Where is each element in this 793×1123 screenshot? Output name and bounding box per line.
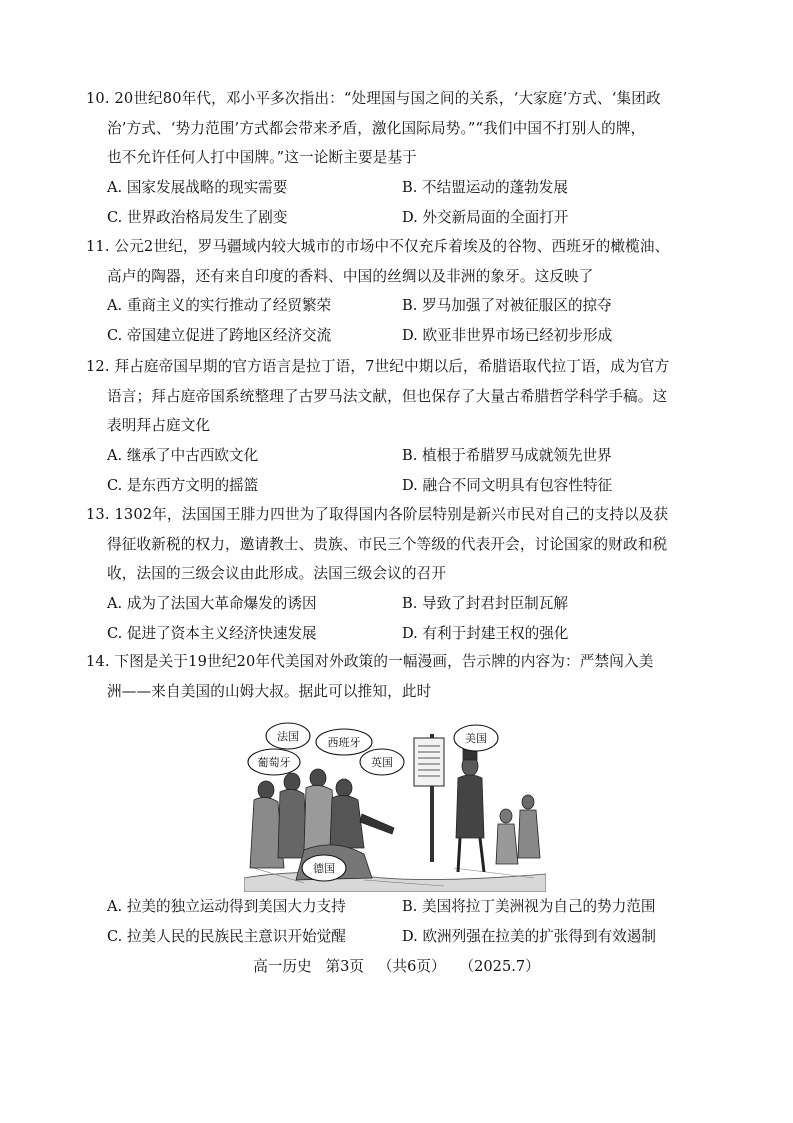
option-row bbox=[86, 203, 706, 233]
option-b[interactable]: B. 美国将拉丁美洲视为自己的势力范围 bbox=[402, 898, 656, 915]
option-c[interactable]: C. 帝国建立促进了跨地区经济交流 bbox=[107, 327, 332, 344]
footer-subject: 高一历史 bbox=[253, 958, 312, 975]
figure-body bbox=[278, 789, 308, 858]
question-stem-line: 10. 20世纪80年代，邓小平多次指出：“处理国与国之间的关系，‘大家庭’方式、‘集团政 bbox=[86, 90, 661, 107]
option-row bbox=[86, 173, 706, 203]
option-b[interactable]: B. 植根于希腊罗马成就领先世界 bbox=[402, 446, 612, 464]
label-britain: 英国 bbox=[371, 756, 393, 769]
option-c[interactable]: C. 拉美人民的民族民主意识开始觉醒 bbox=[107, 928, 346, 945]
question-stem-line: 得征收新税的权力，邀请教士、贵族、市民三个等级的代表开会，讨论国家的财政和税 bbox=[107, 535, 668, 553]
option-row bbox=[86, 619, 706, 649]
option-row bbox=[86, 441, 706, 471]
monroe-doctrine-cartoon bbox=[244, 718, 546, 892]
question-13 bbox=[86, 500, 706, 649]
option-b[interactable]: B. 不结盟运动的蓬勃发展 bbox=[402, 178, 568, 196]
figure-body bbox=[518, 810, 540, 858]
figure-head bbox=[336, 779, 352, 797]
option-row bbox=[86, 471, 706, 501]
footer-date: （2025.7） bbox=[459, 958, 540, 975]
question-stem-line: 12. 拜占庭帝国早期的官方语言是拉丁语，7世纪中期以后，希腊语取代拉丁语，成为官方 bbox=[86, 358, 670, 375]
question-11 bbox=[86, 232, 706, 351]
option-a[interactable]: A. 重商主义的实行推动了经贸繁荣 bbox=[107, 297, 332, 314]
question-stem-line: 洲——来自美国的山姆大叔。据此可以推知，此时 bbox=[107, 682, 432, 700]
figure-body bbox=[330, 795, 364, 848]
option-row bbox=[86, 589, 706, 619]
option-c[interactable]: C. 是东西方文明的摇篮 bbox=[107, 476, 259, 494]
label-germany: 德国 bbox=[313, 862, 335, 875]
question-stem-line: 13. 1302年，法国国王腓力四世为了取得国内各阶层特别是新兴市民对自己的支持以及获 bbox=[86, 506, 669, 523]
pointing-arm bbox=[360, 814, 394, 834]
figure-head bbox=[284, 773, 300, 791]
option-d[interactable]: D. 欧洲列强在拉美的扩张得到有效遏制 bbox=[402, 928, 656, 945]
option-a[interactable]: A. 拉美的独立运动得到美国大力支持 bbox=[107, 898, 346, 915]
uncle-sam-body bbox=[456, 775, 484, 838]
option-a[interactable]: A. 成为了法国大革命爆发的诱因 bbox=[107, 594, 317, 612]
question-stem-line: 高卢的陶器，还有来自印度的香料、中国的丝绸以及非洲的象牙。这反映了 bbox=[107, 267, 594, 285]
question-stem-line: 11. 公元2世纪，罗马疆域内较大城市的市场中不仅充斥着埃及的谷物、西班牙的橄榄油、 bbox=[86, 238, 670, 255]
option-row bbox=[86, 922, 706, 952]
signpost-board bbox=[414, 738, 444, 786]
question-stem-line: 收，法国的三级会议由此形成。法国三级会议的召开 bbox=[107, 565, 447, 582]
american-figures bbox=[456, 748, 540, 872]
question-stem-line: 也不允许任何人打中国牌。”这一论断主要是基于 bbox=[107, 149, 417, 166]
label-portugal: 葡萄牙 bbox=[257, 756, 291, 769]
option-c[interactable]: C. 促进了资本主义经济快速发展 bbox=[107, 624, 317, 642]
option-b[interactable]: B. 导致了封君封臣制瓦解 bbox=[402, 594, 568, 612]
option-row bbox=[86, 892, 706, 922]
figure-body bbox=[496, 824, 518, 864]
label-france: 法国 bbox=[277, 730, 299, 743]
figure-head bbox=[522, 795, 534, 809]
question-10 bbox=[86, 84, 706, 233]
question-stem-line: 治’方式、‘势力范围’方式都会带来矛盾，激化国际局势。”“我们中国不打别人的牌， bbox=[107, 119, 646, 137]
option-d[interactable]: D. 融合不同文明具有包容性特征 bbox=[402, 476, 613, 494]
figure-head bbox=[310, 769, 326, 787]
option-d[interactable]: D. 有利于封建王权的强化 bbox=[402, 624, 569, 642]
option-a[interactable]: A. 国家发展战略的现实需要 bbox=[107, 178, 288, 196]
signpost bbox=[414, 734, 444, 862]
page-footer bbox=[0, 955, 793, 979]
figure-head bbox=[258, 781, 274, 799]
label-usa: 美国 bbox=[465, 732, 487, 745]
option-b[interactable]: B. 罗马加强了对被征服区的掠夺 bbox=[402, 297, 612, 314]
option-c[interactable]: C. 世界政治格局发生了剧变 bbox=[107, 208, 288, 226]
uncle-sam-legs bbox=[458, 838, 484, 872]
question-stem-line: 语言；拜占庭帝国系统整理了古罗马法文献，但也保存了大量古希腊哲学科学手稿。这 bbox=[107, 387, 668, 405]
figure-head bbox=[500, 809, 512, 823]
label-spain: 西班牙 bbox=[327, 736, 361, 749]
option-row bbox=[86, 291, 706, 321]
option-row bbox=[86, 321, 706, 351]
footer-total: （共6页） bbox=[377, 958, 446, 975]
footer-page: 第3页 bbox=[325, 958, 364, 975]
question-14 bbox=[86, 647, 706, 706]
question-12 bbox=[86, 352, 706, 501]
question-14-options bbox=[86, 892, 706, 952]
question-stem-line: 表明拜占庭文化 bbox=[107, 417, 211, 434]
option-d[interactable]: D. 欧亚非世界市场已经初步形成 bbox=[402, 327, 613, 344]
option-a[interactable]: A. 继承了中古西欧文化 bbox=[107, 446, 259, 464]
option-d[interactable]: D. 外交新局面的全面打开 bbox=[402, 208, 569, 226]
question-stem-line: 14. 下图是关于19世纪20年代美国对外政策的一幅漫画，告示牌的内容为：严禁闯入美 bbox=[86, 653, 654, 670]
